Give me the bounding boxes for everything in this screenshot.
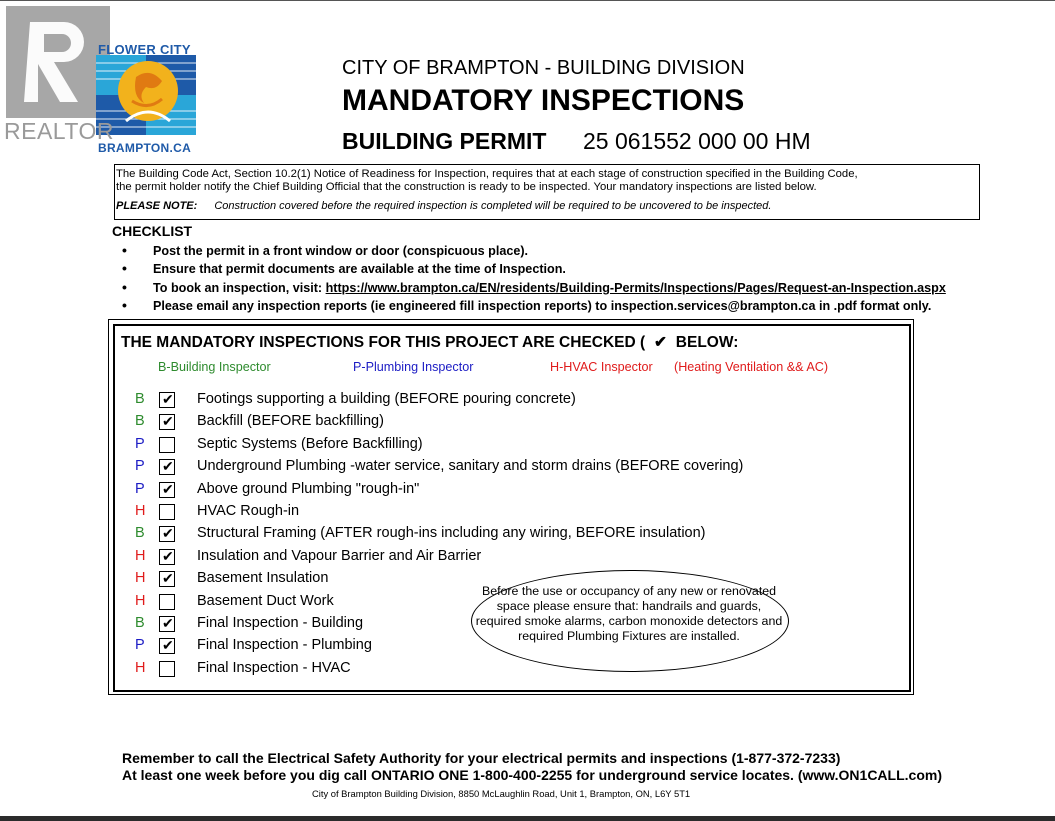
inspector-code: H bbox=[135, 659, 146, 676]
header-city: CITY OF BRAMPTON - BUILDING DIVISION bbox=[342, 57, 745, 79]
inspection-checkbox[interactable] bbox=[159, 661, 175, 677]
checkmark-icon: ✔ bbox=[162, 615, 174, 631]
inspection-label: Basement Duct Work bbox=[197, 592, 334, 609]
checkmark-icon: ✔ bbox=[162, 413, 174, 430]
inspector-code: H bbox=[135, 570, 146, 587]
legend-hvac-note: (Heating Ventilation && AC) bbox=[674, 360, 829, 374]
inspection-row bbox=[135, 503, 300, 523]
inspection-row bbox=[135, 480, 420, 501]
inspection-label: Final Inspection - HVAC bbox=[197, 659, 351, 676]
inspection-label: Underground Plumbing -water service, sanitary and storm drains (BEFORE covering) bbox=[197, 458, 744, 475]
please-note-text: Construction covered before the required inspection is completed will be required to be uncovered to be inspected. bbox=[214, 200, 772, 212]
inspection-label: Backfill (BEFORE backfilling) bbox=[197, 413, 384, 430]
inspection-row bbox=[135, 637, 372, 657]
inspection-checkbox[interactable] bbox=[159, 526, 175, 542]
legend-hvac: H-HVAC Inspector bbox=[550, 360, 653, 374]
legend-building: B-Building Inspector bbox=[158, 360, 271, 374]
notice-line-1: The Building Code Act, Section 10.2(1) Notice of Readiness for Inspection, requires that at each stage of construction specified in the Building Code, bbox=[116, 168, 858, 180]
mandatory-title: THE MANDATORY INSPECTIONS FOR THIS PROJECT ARE CHECKED ( ✔ BELOW: bbox=[121, 334, 739, 351]
inspection-checkbox[interactable] bbox=[159, 594, 175, 610]
inspection-checkbox[interactable] bbox=[159, 459, 175, 475]
inspection-label: Basement Insulation bbox=[197, 570, 329, 587]
inspection-row bbox=[135, 547, 482, 568]
page-bottom-rule bbox=[0, 816, 1055, 821]
occupancy-note-text: Before the use or occupancy of any new or renovated space please ensure that: handrails and guards, required smoke alarms, carbon monoxide detectors and required Plumbing Fixtures are installed. bbox=[475, 584, 783, 643]
inspection-label: Final Inspection - Plumbing bbox=[197, 637, 372, 654]
bullet-icon: • bbox=[122, 297, 127, 313]
checkmark-icon: ✔ bbox=[162, 391, 174, 407]
checkmark-icon: ✔ bbox=[162, 480, 174, 497]
checklist-title: CHECKLIST bbox=[112, 223, 193, 239]
inspection-checkbox[interactable] bbox=[159, 504, 175, 520]
inspector-code: B bbox=[135, 615, 145, 631]
brand-flower-city: FLOWER CITY bbox=[98, 42, 191, 57]
permit-label: BUILDING PERMIT bbox=[342, 128, 547, 154]
inspector-code: P bbox=[135, 435, 145, 452]
inspection-row bbox=[135, 413, 384, 433]
inspection-label: Insulation and Vapour Barrier and Air Barrier bbox=[197, 547, 482, 564]
inspection-label: Above ground Plumbing "rough-in" bbox=[197, 480, 420, 497]
inspector-code: B bbox=[135, 413, 145, 430]
permit-number: 25 061552 000 00 HM bbox=[583, 128, 811, 154]
bullet-icon: • bbox=[122, 260, 127, 276]
inspection-row bbox=[135, 525, 706, 545]
please-note-label: PLEASE NOTE: bbox=[116, 200, 198, 212]
inspection-checkbox[interactable] bbox=[159, 414, 175, 430]
inspection-label: Septic Systems (Before Backfilling) bbox=[197, 435, 423, 452]
inspector-code: P bbox=[135, 458, 145, 475]
notice-line-2: the permit holder notify the Chief Building Official that the construction is ready to be inspected. Your mandatory inspections are listed below. bbox=[116, 181, 817, 193]
inspection-row bbox=[135, 435, 423, 456]
page-title: MANDATORY INSPECTIONS bbox=[342, 84, 745, 117]
inspection-checkbox[interactable] bbox=[159, 638, 175, 654]
inspector-code: P bbox=[135, 480, 145, 497]
inspection-row bbox=[135, 659, 351, 680]
checkmark-icon: ✔ bbox=[162, 525, 174, 542]
realtor-watermark: REALTOR bbox=[4, 118, 115, 144]
inspection-row bbox=[135, 592, 334, 613]
bullet-icon: • bbox=[122, 279, 127, 295]
checkmark-icon: ✔ bbox=[162, 458, 174, 475]
inspection-label: Structural Framing (AFTER rough-ins including any wiring, BEFORE insulation) bbox=[197, 525, 706, 542]
inspection-row bbox=[135, 615, 364, 635]
inspection-checkbox[interactable] bbox=[159, 616, 175, 632]
inspection-label: Footings supporting a building (BEFORE pouring concrete) bbox=[197, 391, 576, 407]
checklist-item: • Post the permit in a front window or door (conspicuous place). bbox=[122, 242, 529, 258]
inspector-code: H bbox=[135, 503, 146, 519]
inspection-label: HVAC Rough-in bbox=[197, 503, 300, 519]
checklist-item: • Ensure that permit documents are available at the time of Inspection. bbox=[122, 260, 566, 276]
inspector-code: B bbox=[135, 525, 145, 542]
inspection-row bbox=[135, 458, 744, 478]
inspection-checkbox[interactable] bbox=[159, 482, 175, 498]
please-note bbox=[116, 200, 771, 212]
checklist-item: • To book an inspection, visit: https://www.brampton.ca/EN/residents/Building-Permits/Inspections/Pages/Request-an-Inspection.aspx bbox=[122, 279, 946, 295]
inspection-label: Final Inspection - Building bbox=[197, 615, 364, 631]
inspection-checkbox[interactable] bbox=[159, 437, 175, 453]
inspection-row bbox=[135, 570, 329, 590]
checkmark-icon: ✔ bbox=[162, 570, 174, 587]
inspection-checkbox[interactable] bbox=[159, 392, 175, 408]
checkmark-icon: ✔ bbox=[162, 547, 174, 564]
footer-electrical: Remember to call the Electrical Safety Authority for your electrical permits and inspections (1-877-372-7233) bbox=[122, 750, 841, 766]
inspector-code: H bbox=[135, 547, 146, 564]
notice-text bbox=[116, 168, 976, 194]
legend-plumbing: P-Plumbing Inspector bbox=[353, 360, 474, 374]
inspector-code: H bbox=[135, 592, 146, 609]
checkmark-icon: ✔ bbox=[653, 334, 667, 351]
inspector-code: B bbox=[135, 391, 145, 407]
footer-address: City of Brampton Building Division, 8850 McLaughlin Road, Unit 1, Brampton, ON, L6Y 5T1 bbox=[312, 788, 691, 799]
brand-brampton: BRAMPTON.CA bbox=[98, 141, 192, 155]
inspector-code: P bbox=[135, 637, 145, 654]
checkmark-icon: ✔ bbox=[162, 637, 174, 654]
checklist-item: • Please email any inspection reports (ie engineered fill inspection reports) to inspection.services@brampton.ca in .pdf format only. bbox=[122, 297, 932, 313]
inspection-checkbox[interactable] bbox=[159, 549, 175, 565]
inspection-booking-link[interactable]: https://www.brampton.ca/EN/residents/Building-Permits/Inspections/Pages/Request-an-Inspection.aspx bbox=[325, 281, 946, 295]
bullet-icon: • bbox=[122, 242, 127, 258]
inspection-row bbox=[135, 391, 576, 411]
inspection-checkbox[interactable] bbox=[159, 571, 175, 587]
footer-ontario-one: At least one week before you dig call ONTARIO ONE 1-800-400-2255 for underground service locates. (www.ON1CALL.com) bbox=[122, 767, 942, 783]
